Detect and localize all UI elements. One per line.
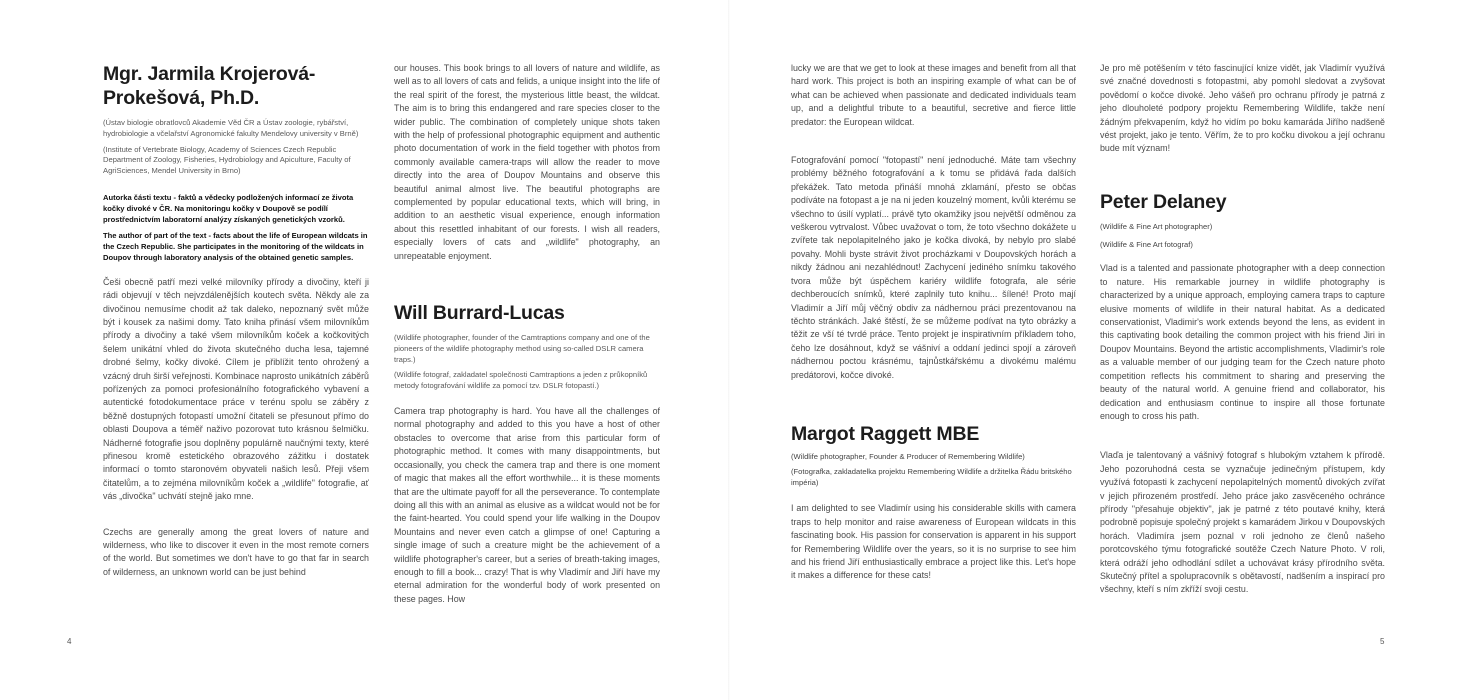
will-text-en-start: Camera trap photography is hard. You have all the challenges of normal photography and added to this you have a host of other obstacles to overcome that arise from this particular form of photographic method. It comes with many disappointments, but occasionally, you check the camera trap and there is one moment of magic that makes all the effort worthwhile... it is these moments that are the ultimate payoff for all the perseverance. To contemplate doing all this with an animal as elusive as a wildcat would not be for the faint-hearted. You could spend your life walking in the Doupov Mountains and never even catch a glimpse of one! Capturing a single image of such a creature might be the achievement of a wildlife photographer's career, but a series of breath-taking images, enough to fill a book... crazy! That is why Vladimír and Jiří have my eternal admiration for the wonderful body of work presented on these pages. How (394, 406, 660, 604)
left-column-2 (394, 62, 660, 626)
book-gutter (728, 0, 730, 700)
affiliation-en: (Institute of Vertebrate Biology, Academy of Sciences Czech Republic Department of Zoology, Fisheries, Hydrobiology and Apiculture, Faculty of AgriSciences, Mendel University in Brno) (103, 144, 351, 176)
foreword-text-cz: Češi obecně patří mezi velké milovníky přírody a divočiny, kteří ji rádi objevují v těch nejvzdálenějších koutech světa. Někdy ale za divočinou nemusíme chodit až tak daleko, nepoznaný svět může být i kousek za našimi domy. Tato kniha přinásí všem milovníkům přírody a divočiny a také všem milovníkům koček a kočkovitých šelem unikátní vhled do života skutečného ducha lesa, tajemné drobné šelmy, kočky divoké. Cílem je přiblížit tento ohrožený a vzácný druh širší veřejnosti. Kombinace naprosto unikátních záběrů pořízených za pomoci profesionálního fotografického vybavení a autentické fotodokumentace práce v terénu spolu se záběry z běžně dostupných fotopastí umožní čitateli se přesunout přímo do oblasti Doupova a téměř naživo pozorovat tuto krásnou šelmičku. Nádherné fotografie jsou doplněny populárně naučnými texty, které přinesou kromě estetického obrazového zážitku i dostatek informací o tomto staronovém obyvateli našich lesů. Přeji všem čitatelům, a to zejména milovníkům koček a „wildlife" fotografie, ať vás „divočka" uchvátí stejně jako mne. (103, 276, 369, 502)
foreword-text-en-cont: our houses. This book brings to all lovers of nature and wildlife, as well as to all lovers of cats and felids, a unique insight into the life of the real spirit of the forest, the mysterious little beast, the wildcat. The aim is to bring this endangered and rare species closer to the wider public. The combination of completely unique shots taken with the help of professional photographic equipment and authentic photo documentation of work in the field together with photos from commonly available camera-traps will allow the reader to move directly into the area of Doupov Mountains and observe this beautiful animal almost live. The beautiful photographs are complemented by popular educational texts, which will bring, in addition to an aesthetic visual experience, enough information about this resettled inhabitant of our forests. I wish all readers, especially lovers of cats and „wildlife" photography, an unrepeatable enjoyment. (394, 63, 660, 261)
margot-role-en: (Wildlife photographer, Founder & Producer of Remembering Wildlife) (791, 451, 1025, 461)
author-name-peter: Peter Delaney (1100, 190, 1227, 213)
will-role-cz: (Wildlife fotograf, zakladatel společnosti Camtraptions a jeden z průkopníků metody fotografování wildlife za pomocí tzv. DSLR fotopastí.) (394, 370, 648, 391)
peter-text-en: Vlad is a talented and passionate photographer with a deep connection to nature. His remarkable journey in wildlife photography is characterized by a unique approach, employing camera traps to capture elusive moments of wildlife in their natural habitat. As a dedicated conservationist, Vladimir's work extends beyond the lens, as evident in this captivating book detailing the common project with his friend Jiri in Doupov Mountains. Beyond the artistic accomplishments, Vladimir's role as a valuable member of our judging team for the Czech nature photo competition reflects his commitment to sharing and preserving the beauty of the natural world. A genuine friend and collaborator, his dedication and enthusiasm continue to inspire all those fortunate enough to cross his path. (1100, 263, 1385, 421)
affiliation-cz: (Ústav biologie obratlovců Akademie Věd ČR a Ústav zoologie, rybářství, hydrobiologie a včelařství Agronomické fakulty Mendelovy university v Brně) (103, 118, 359, 138)
margot-role-cz: (Fotografka, zakladatelka projektu Remembering Wildlife a držitelka Řádu britského impéria) (791, 466, 1072, 487)
author-name-will: Will Burrard-Lucas (394, 302, 565, 325)
page-number-left: 4 (67, 637, 72, 646)
author-name-margot: Margot Raggett MBE (791, 422, 980, 445)
peter-role-en: (Wildlife & Fine Art photographer) (1100, 221, 1213, 231)
left-column-1 (103, 62, 369, 634)
will-role-en: (Wildlife photographer, founder of the Camtraptions company and one of the pioneers of the wildlife photography method using so-called DSLR camera traps.) (394, 333, 650, 364)
will-text-en-cont: lucky we are that we get to look at these images and benefit from all that hard work. This project is both an inspiring example of what can be of what can be achieved when passionate and dedicated individuals team up, and a delightful tribute to a beautiful, secretive and fierce little predator: the European wildcat. (791, 63, 1076, 127)
peter-role-cz: (Wildlife & Fine Art fotograf) (1100, 239, 1193, 249)
margot-text-en: I am delighted to see Vladimír using his considerable skills with camera traps to help monitor and raise awareness of European wildcats in this fascinating book. His passion for conservation is apparent in his support for Remembering Wildlife over the years, so it is no surprise to see him and his friend Jiří enthusiastically embrace a project like this. Let's hope it makes a difference for these cats! (791, 503, 1076, 581)
author-name-jarmila: Mgr. Jarmila Krojerová-Prokešová, Ph.D. (103, 63, 316, 109)
page-number-right: 5 (1380, 637, 1385, 646)
author-note-cz: Autorka části textu - faktů a vědecky podložených informací ze života kočky divoké v ČR. Na monitoringu kočky v Doupově se podílí prostřednictvím laboratorní analýzy získaných genetických vzorků. (103, 192, 354, 224)
peter-text-cz: Vlaďa je talentovaný a vášnivý fotograf s hlubokým vztahem k přírodě. Jeho pozoruhodná cesta se vyznačuje jedinečným přístupem, kdy využívá fotopasti k zachycení nepolapitelných momentů divokých zvířat v jejich přirozeném prostředí. Jeho práce jako zasvěceného ochránce přírody "přesahuje objektiv", jak je patrné z této poutavé knihy, která podrobně popisuje společný projekt s kamarádem Jirkou v Doupovských horách. Vladimíra jsem poznal v roli jednoho ze členů našeho porotcovského týmu fotografické soutěže Czech Nature Photo. V roli, která odráží jeho odhodlání sdílet a uchovávat krásy přírodního světa. Skutečný přítel a spolupracovník s obětavostí, nadšením a inspirací pro všechny, kteří s ním zkříží svoji cestu. (1100, 450, 1385, 595)
foreword-text-en-start: Czechs are generally among the great lovers of nature and wilderness, who like to discover it even in the most remote corners of the world. But sometimes we don't have to go that far in search of wilderness, an unknown world can be just behind (103, 526, 369, 577)
margot-text-cz: Je pro mě potěšením v této fascinující knize vidět, jak Vladimír využívá své značné dovednosti s fotopastmi, aby pomohl sledovat a zvyšovat povědomí o kočce divoké. Jeho vášeň pro ochranu přírody je patrná z jeho dlouholeté podpory projektu Remembering Wildlife, takže není žádným překvapením, když ho vidím po boku kamaráda Jiřího nadšeně vést projekt, jako je tento. Věřím, že to pro kočku divokou a její ochranu bude mít význam! (1100, 63, 1385, 154)
author-note-en: The author of part of the text - facts about the life of European wildcats in the Czech Republic. She participates in the monitoring of the wildcats in Doupov through laboratory analysis of the obtained genetic samples. (103, 231, 368, 262)
right-column-2 (1100, 62, 1385, 624)
right-column-1 (791, 62, 1076, 598)
will-text-cz: Fotografování pomocí "fotopastí" není jednoduché. Máte tam všechny problémy běžného fotografování a k tomu se přidává řada dalších překážek. Tato metoda přináší mnohá zklamání, přesto se občas podíváte na fotopast a je na ni jeden kouzelný moment, kvůli kterému se všechno to úsilí vyplatí... právě tyto okamžiky jsou největší odměnou za veškerou vytrvalost. Vůbec uvažovat o tom, že toto všechno dokážete u zvířete tak nepolapitelného jako je kočka divoká, by nebylo pro slabé povahy. Mohli byste strávit život procházkami v Doupovských horách a nikdy žádnou ani nezahlédnout! Zachycení jediného snímku takového tvora může být úspěchem kariéry wildlife fotografa, ale série dechberoucích snímků, které zaplnily tuto knihu... šílené! Proto mají Vladimír a Jiří můj věčný obdiv za nádhernou práci prezentovanou na těchto stránkách. Jaké štěstí, že se můžeme podívat na tyto obrázky a těžit ze vší té tvrdé práce. Tento projekt je inspirativním příkladem toho, čeho lze dosáhnout, když se vášniví a oddaní jedinci spojí a zároveň nádhernou poctou krásnému, tajnůstkářskému a divokému malému predátorovi, kočce divoké. (791, 155, 1076, 380)
